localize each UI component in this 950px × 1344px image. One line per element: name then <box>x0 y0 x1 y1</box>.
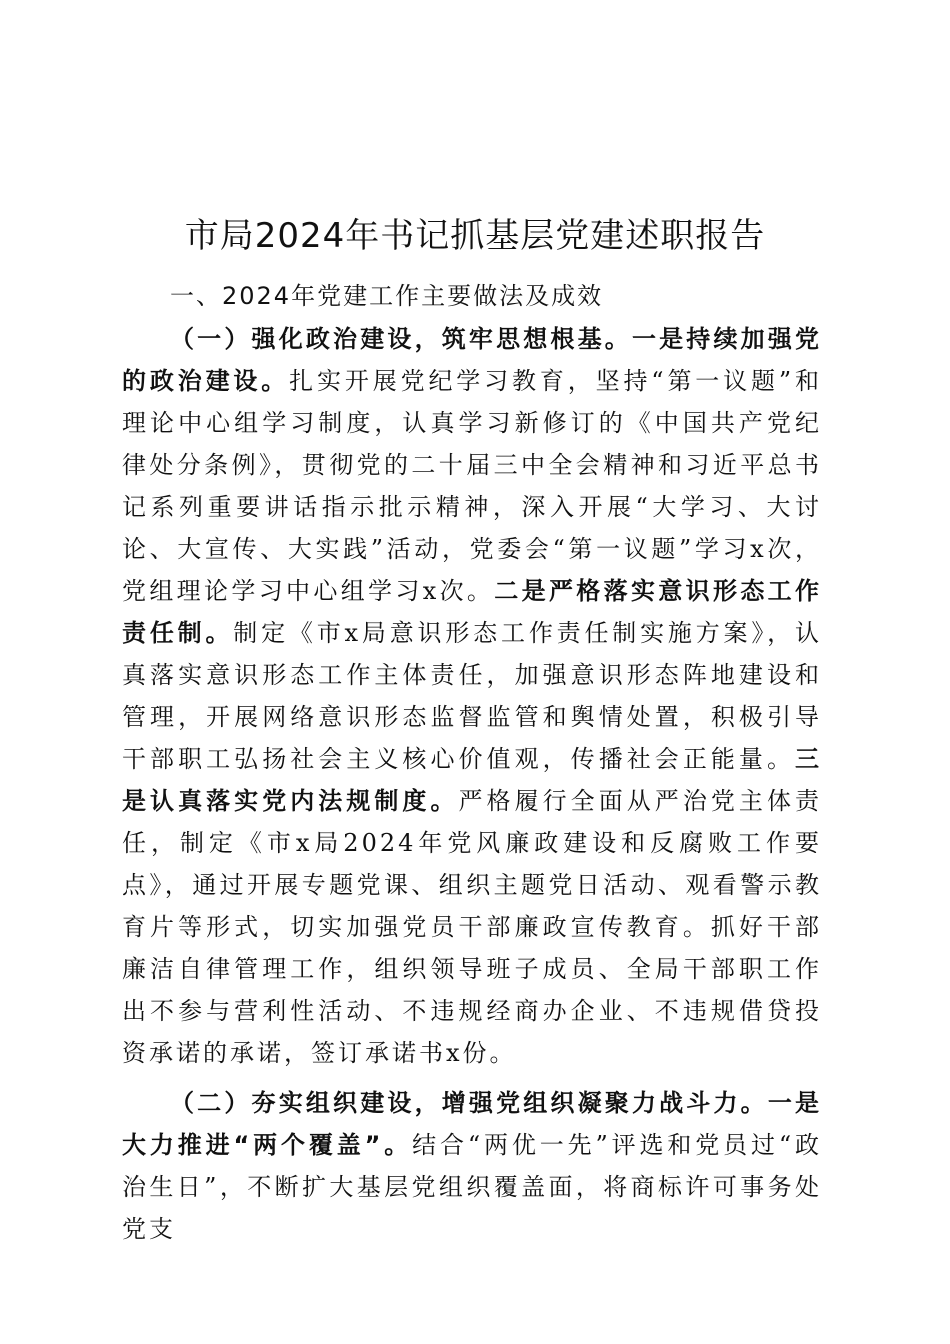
paragraph-text: 严格履行全面从严治党主体责任，制定《市x局2024年党风廉政建设和反腐败工作要点》，通过开展专题党课、组织主题党日活动、观看警示教育片等形式，切实加强党员干部廉政宣传教育。抓好干部廉洁自律管理工作，组织领导班子成员、全局干部职工作出不参与营利性活动、不违规经商办企业、不违规借贷投资承诺的承诺，签订承诺书x份。 <box>122 787 822 1067</box>
paragraph-organization-building <box>122 1082 822 1250</box>
paragraph-text: 扎实开展党纪学习教育，坚持“第一议题”和理论中心组学习制度，认真学习新修订的《中国共产党纪律处分条例》，贯彻党的二十届三中全会精神和习近平总书记系列重要讲话指示批示精神，深入开展“大学习、大讨论、大宣传、大实践”活动，党委会“第一议题”学习x次，党组理论学习中心组学习x次。 <box>122 367 822 605</box>
document-title: 市局2024年书记抓基层党建述职报告 <box>184 216 766 256</box>
paragraph-lead-bold: （二）夯实组织建设，增强党组织凝聚力战斗力。一是大力推进“两个覆盖”。 <box>122 1089 822 1159</box>
paragraph-lead-bold: （一）强化政治建设，筑牢思想根基。一是持续加强党的政治建设。 <box>122 325 822 395</box>
paragraph-bold-point: 三是认真落实党内法规制度。 <box>122 745 822 815</box>
paragraph-text: 结合“两优一先”评选和党员过“政治生日”，不断扩大基层党组织覆盖面，将商标许可事务处党支 <box>122 1131 822 1243</box>
paragraph-bold-point: 二是严格落实意识形态工作责任制。 <box>122 577 822 647</box>
paragraph-text: 制定《市x局意识形态工作责任制实施方案》，认真落实意识形态工作主体责任，加强意识形态阵地建设和管理，开展网络意识形态监督监管和舆情处置，积极引导干部职工弘扬社会主义核心价值观，传播社会正能量。 <box>122 619 822 773</box>
paragraph-political-building <box>122 318 822 1074</box>
section-heading: 一、2024年党建工作主要做法及成效 <box>170 282 604 310</box>
